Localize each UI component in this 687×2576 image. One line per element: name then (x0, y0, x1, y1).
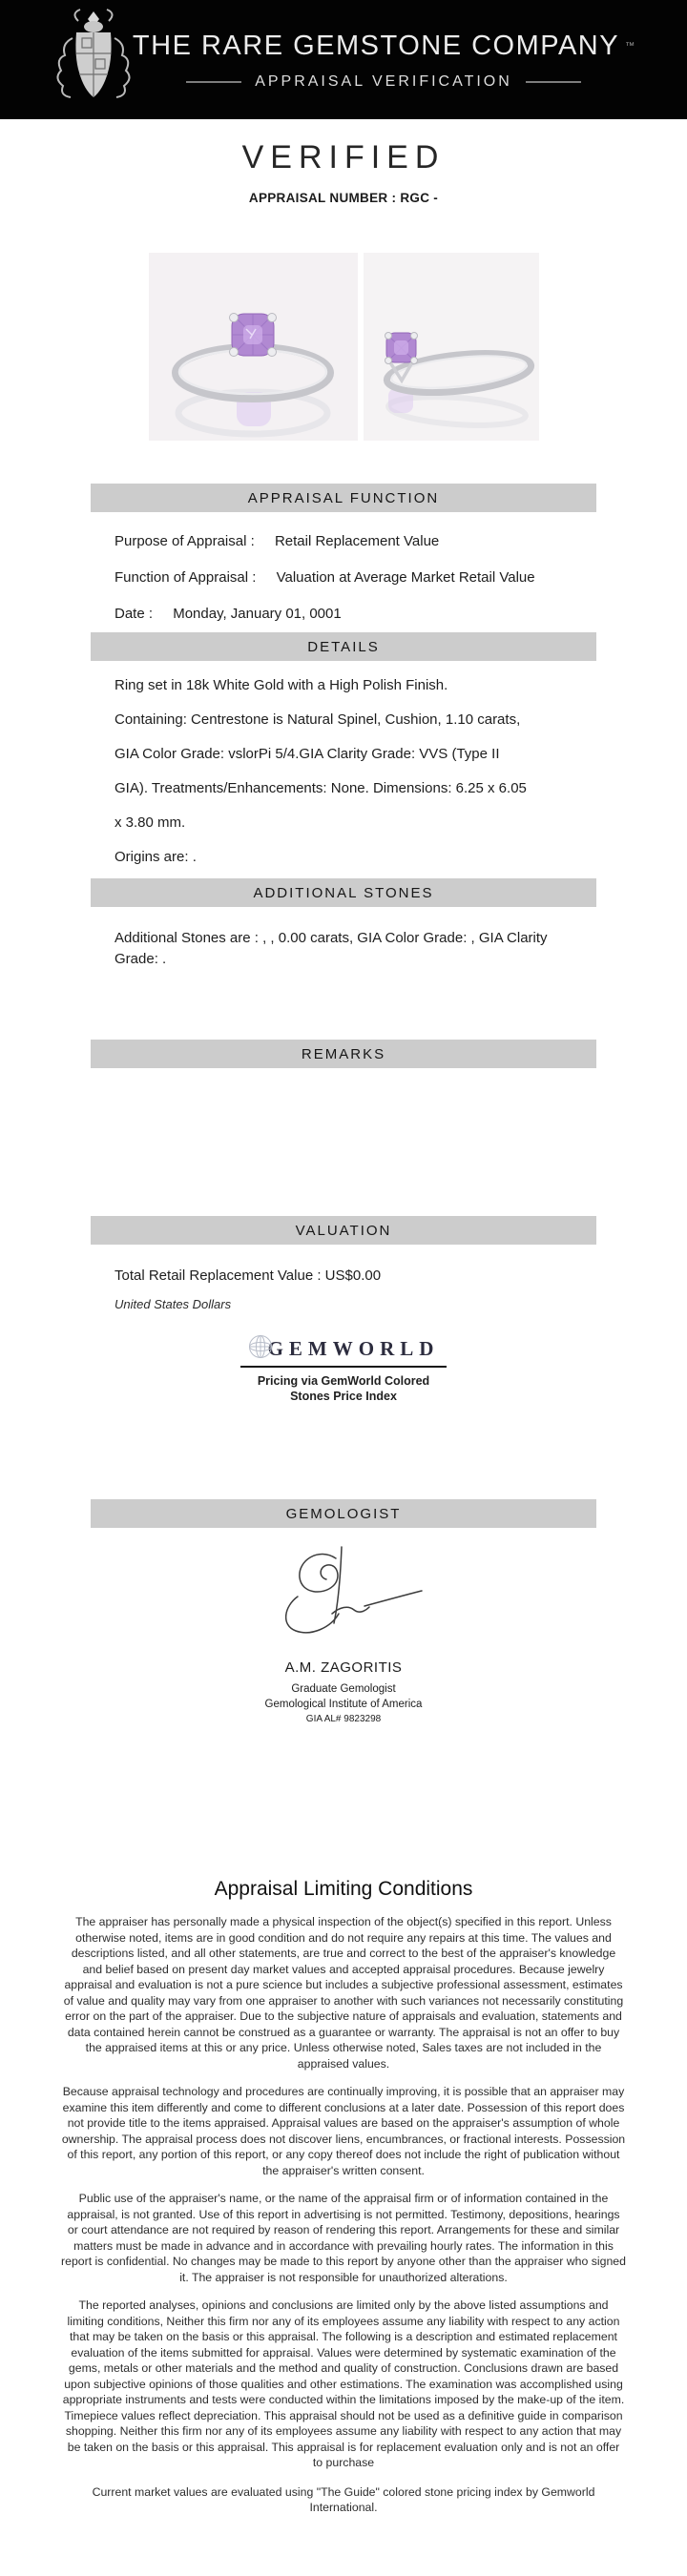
gemworld-block (0, 1335, 687, 1404)
subtitle-rule-left (186, 81, 241, 83)
section-bar-details (91, 632, 596, 661)
section-bar-appraisal-function (91, 484, 596, 512)
section-bar-remarks (91, 1040, 596, 1068)
limiting-paragraph: The reported analyses, opinions and conclusions are limited only by the above listed assumptions and limiting conditions, Neither this firm nor any of its employees assume any liability with respect to any action that may be taken on the basis or this appraisal. The following is a description and estimated replacement evaluation of the items submitted for appraisal. Values were determined by systematic examination of the gems, metals or other materials and the method and quality of construction. Conclusions drawn are based upon subjective opinions of those qualities and other estimations. The examination was accomplished using appropriate instruments and tests were conducted within the limitations imposed by the make-up of the item. Timepiece values reflect depreciation. This appraisal should not be used as a definitive guide in comparison shopping. Neither this firm nor any of its employees assume any liability with respect to any action that may be taken on the basis or this appraisal. This appraisal is for replacement evaluation only and is not an offer to purchase (62, 2298, 625, 2469)
gemworld-caption: Pricing via GemWorld Colored Stones Price Index (257, 1374, 430, 1403)
row-value: Valuation at Average Market Retail Value (276, 569, 535, 586)
ring-side-photo (364, 253, 539, 441)
signature-wrap (0, 1541, 687, 1656)
trademark-symbol: ™ (625, 40, 635, 52)
section-title: APPRAISAL FUNCTION (247, 489, 440, 506)
section-bar-gemologist (91, 1499, 596, 1528)
valuation-total: Total Retail Replacement Value : US$0.00 (114, 1267, 382, 1284)
limiting-conditions (0, 1876, 687, 2516)
company-title (80, 31, 687, 62)
verified-title: VERIFIED (241, 139, 446, 175)
row-label: Function of Appraisal : (114, 569, 257, 586)
company-name: THE RARE GEMSTONE COMPANY (132, 31, 620, 61)
row-label: Purpose of Appraisal : (114, 533, 255, 549)
function-row-date (114, 596, 572, 632)
gemologist-credential: Graduate Gemologist (291, 1683, 396, 1695)
limiting-paragraph: Because appraisal technology and procedures are continually improving, it is possible that an appraiser may examine this item differently and come to different conclusions at a later date. Possession of this report does not provide title to the items appraised. Appraisal values are based on the appraiser's assumption of whole ownership. The appraisal process does not discover liens, encumbrances, or fractional interests. Possession of this report, any portion of this report, or any copy thereof does not include the right of publication without the appraiser's written consent. (61, 2085, 626, 2177)
appraisal-function-content (114, 524, 572, 632)
additional-stones-content: Additional Stones are : , , 0.00 carats, GIA Color Grade: , GIA Clarity Grade: . (114, 930, 548, 967)
header-subtitle: APPRAISAL VERIFICATION (255, 73, 512, 90)
details-line: x 3.80 mm. (114, 814, 186, 831)
details-line: GIA). Treatments/Enhancements: None. Dimensions: 6.25 x 6.05 (114, 780, 527, 796)
details-line: GIA Color Grade: vslorPi 5/4.GIA Clarity Grade: VVS (Type II (114, 746, 500, 762)
gemologist-institute: Gemological Institute of America (264, 1699, 423, 1710)
ring-photos (0, 253, 687, 441)
valuation-currency-note: United States Dollars (114, 1297, 232, 1311)
gemworld-logo-row (0, 1335, 687, 1362)
limiting-conditions-title: Appraisal Limiting Conditions (214, 1878, 473, 1900)
subtitle-rule-right (526, 81, 581, 83)
section-title: REMARKS (301, 1045, 386, 1062)
details-line: Containing: Centrestone is Natural Spinel, Cushion, 1.10 carats, (114, 711, 521, 728)
ring-front-photo (149, 253, 358, 441)
section-bar-valuation (91, 1216, 596, 1245)
function-row-purpose (114, 524, 572, 560)
header-subtitle-row (80, 73, 687, 91)
gemologist-name: A.M. ZAGORITIS (284, 1659, 403, 1676)
limiting-paragraph: The appraiser has personally made a physical inspection of the object(s) specified in this report. Unless otherwise noted, items are in good condition and do not require any repairs at this time. The values and descriptions listed, and all other statements, are true and correct to the best of the appraiser's knowledge and belief based on present day market values and accepted appraisal procedures. Because jewelry appraisal and evaluation is not a pure science but includes a subjective professional assessment, estimates of value and quality may vary from one appraiser to another with such variances not necessarily constituting error on the part of the appraiser. Due to the subjective nature of appraisals and evaluation, statements and data contained herein cannot be construed as a guarantee or warranty. The appraisal is not an offer to buy the appraised items at this or any price. Unless otherwise noted, Sales taxes are not included in the appraised values. (63, 1915, 624, 2071)
gemworld-brand: GEMWORLD (267, 1336, 440, 1360)
heraldic-crest-icon (53, 6, 134, 114)
function-row-function (114, 560, 572, 596)
limiting-paragraph: Public use of the appraiser's name, or the name of the appraisal firm or of information contained in the appraisal, is not granted. Use of this report in advertising is not permitted. Testimony, depositions, hearings or court attendance are not required by reason of rendering this report. Arrangements for these and similar matters must be made in advance and in accordance with prevailing hourly rates. The information in this report is confidential. No changes may be made to this report by anyone other than the appraiser who signed it. The appraiser is not responsible for unauthorized alterations. (61, 2192, 626, 2284)
details-line: Ring set in 18k White Gold with a High Polish Finish. (114, 677, 448, 693)
section-title: VALUATION (295, 1222, 392, 1239)
section-title: ADDITIONAL STONES (253, 884, 434, 901)
gemworld-rule (240, 1366, 447, 1368)
details-content (114, 669, 572, 875)
limiting-conditions-paragraphs (0, 1914, 687, 2516)
details-line: Origins are: . (114, 849, 197, 865)
section-title: GEMOLOGIST (285, 1505, 402, 1522)
row-value: Monday, January 01, 0001 (173, 606, 342, 622)
globe-icon (248, 1334, 273, 1359)
limiting-paragraph-pricing-note: Current market values are evaluated using "The Guide" colored stone pricing index by Gemworld International. (92, 2484, 595, 2514)
signature-icon (258, 1541, 429, 1656)
section-title: DETAILS (307, 638, 380, 655)
section-bar-additional-stones (91, 878, 596, 907)
row-label: Date : (114, 606, 154, 622)
valuation-content (114, 1266, 572, 1312)
row-value: Retail Replacement Value (274, 533, 440, 549)
appraisal-number: APPRAISAL NUMBER : RGC - (248, 191, 439, 205)
header (0, 0, 687, 119)
header-text (80, 0, 687, 91)
gemologist-license: GIA AL# 9823298 (305, 1714, 382, 1724)
